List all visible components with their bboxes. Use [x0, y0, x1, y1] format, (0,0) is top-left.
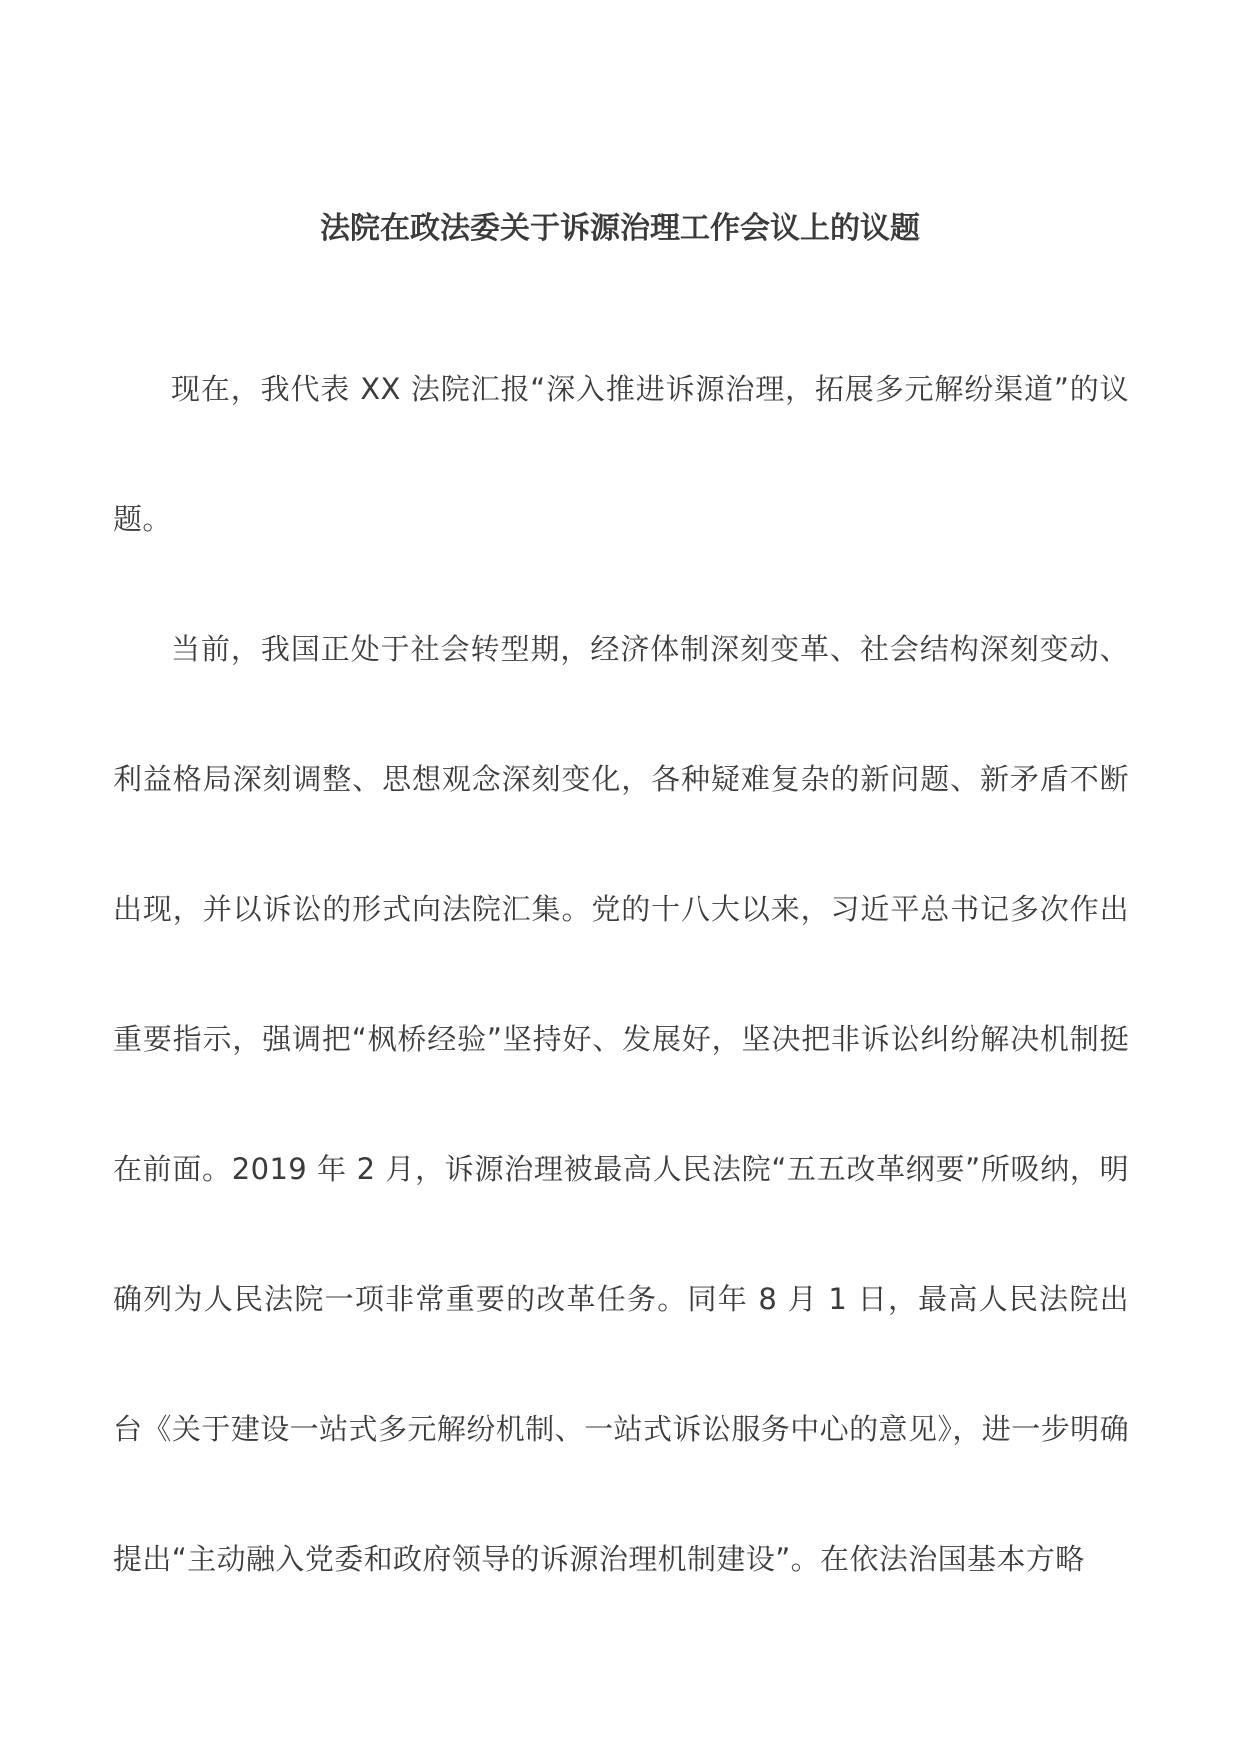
document-title: 法院在政法委关于诉源治理工作会议上的议题: [320, 211, 920, 246]
paragraph-background: 当前，我国正处于社会转型期，经济体制深刻变革、社会结构深刻变动、利益格局深刻调整、思想观念深刻变化，各种疑难复杂的新问题、新矛盾不断出现，并以诉讼的形式向法院汇集。党的十八大以来，习近平总书记多次作出重要指示，强调把“枫桥经验”坚持好、发展好，坚决把非诉讼纠纷解决机制挺在前面。2019 年 2 月，诉源治理被最高人民法院“五五改革纲要”所吸纳，明确列为人民法院一项非常重要的改革任务。同年 8 月 1 日，最高人民法院出台《关于建设一站式多元解纷机制、一站式诉讼服务中心的意见》，进一步明确提出“主动融入党委和政府领导的诉源治理机制建设”。在依法治国基本方略: [113, 632, 1129, 1576]
paragraph-intro: 现在，我代表 XX 法院汇报“深入推进诉源治理，拓展多元解纷渠道”的议题。: [113, 372, 1129, 536]
document-body: [113, 324, 1129, 1624]
